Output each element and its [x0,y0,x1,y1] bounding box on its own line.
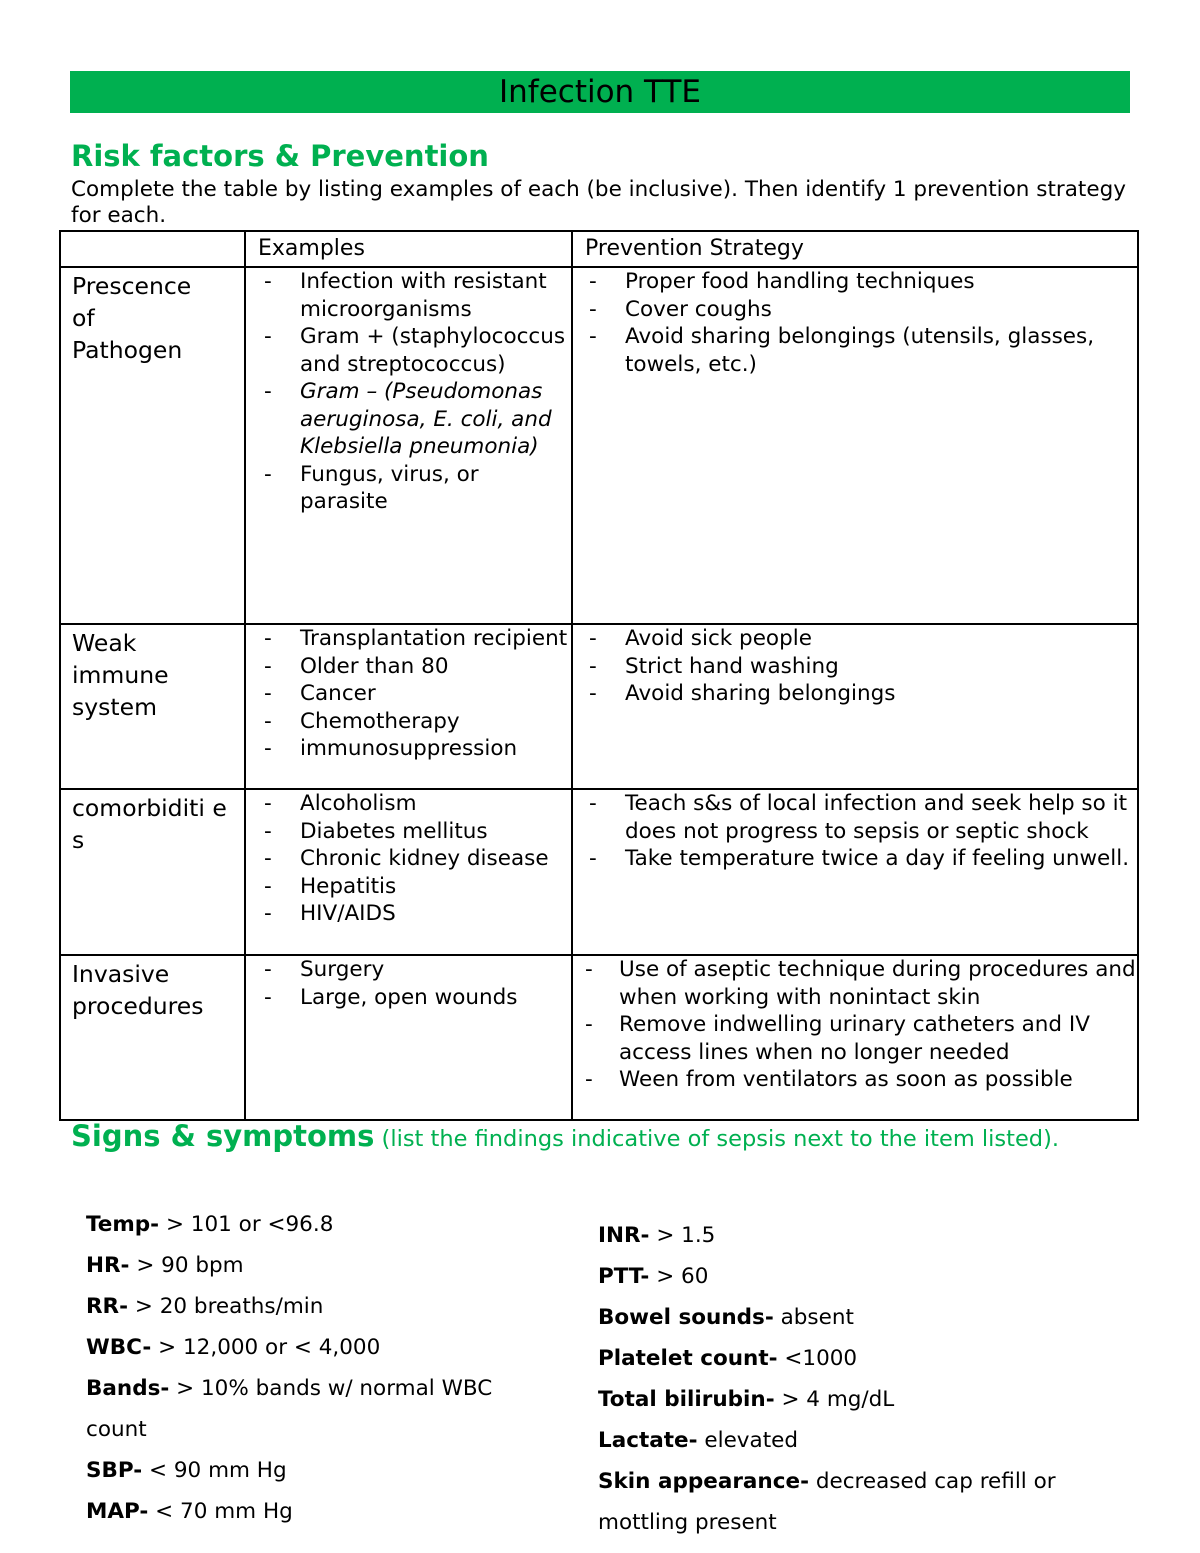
signs-right-column [598,1215,1138,1543]
instructions: Complete the table by listing examples of each (be inclusive). Then identify 1 prevention strategy for each. [71,177,1126,228]
list-item: - Infection with resistant microorganisms [246,268,571,323]
list-item: - Remove indwelling urinary catheters and IV access lines when no longer needed [573,1011,1137,1066]
sign-total-bilirubin: Total bilirubin- > 4 mg/dL [598,1387,895,1412]
prevention-cell [572,267,1138,624]
list-item: - immunosuppression [246,735,571,763]
list-item: - Large, open wounds [246,984,571,1012]
sign-skin-appearance: Skin appearance- decreased cap refill or mottling present [598,1469,1056,1535]
prevention-list [573,268,1137,378]
list-item: - Surgery [246,956,571,984]
prevention-cell [572,789,1138,955]
list-item: - Chemotherapy [246,708,571,736]
list-item: - Fungus, virus, or parasite [246,461,571,516]
examples-list [246,790,571,928]
sign-hr: HR- > 90 bpm [86,1253,244,1278]
row-label: Weak immune system [60,624,245,789]
prevention-list [573,625,1137,708]
list-item: - Ween from ventilators as soon as possible [573,1066,1137,1094]
risk-factors-heading: Risk factors & Prevention [71,139,489,173]
list-item: - Strict hand washing [573,653,1137,681]
list-item: - Avoid sharing belongings (utensils, glasses, towels, etc.) [573,323,1137,378]
list-item: - Cancer [246,680,571,708]
signs-left-column [86,1204,506,1532]
table-row [60,267,1138,624]
examples-list [246,956,571,1011]
examples-cell [245,267,572,624]
table-row [60,955,1138,1120]
sign-temp: Temp- > 101 or <96.8 [86,1212,334,1237]
sign-rr: RR- > 20 breaths/min [86,1294,324,1319]
examples-cell [245,624,572,789]
prevention-list [573,790,1137,873]
list-item: - Transplantation recipient [246,625,571,653]
examples-list [246,625,571,763]
list-item: - Older than 80 [246,653,571,681]
page-title: Infection TTE [70,71,1130,113]
sign-sbp: SBP- < 90 mm Hg [86,1458,287,1483]
list-item: - Hepatitis [246,873,571,901]
table-header-row [60,231,1138,267]
list-item: - Chronic kidney disease [246,845,571,873]
list-item: - Teach s&s of local infection and seek help so it does not progress to sepsis or septic shock [573,790,1137,845]
sign-inr: INR- > 1.5 [598,1223,716,1248]
risk-factors-table [59,230,1139,1121]
list-item: - Alcoholism [246,790,571,818]
list-item: - Cover coughs [573,296,1137,324]
sign-bands: Bands- > 10% bands w/ normal WBC count [86,1376,493,1442]
table-row [60,789,1138,955]
row-label: Prescence of Pathogen [60,267,245,624]
header-prevention: Prevention Strategy [572,231,1138,267]
list-item: - Avoid sick people [573,625,1137,653]
list-item: - HIV/AIDS [246,900,571,928]
row-label: comorbiditi es [60,789,245,955]
sign-wbc: WBC- > 12,000 or < 4,000 [86,1335,381,1360]
list-item: - Gram + (staphylococcus and streptococcus) [246,323,571,378]
list-item: - Gram – (Pseudomonas aeruginosa, E. coli, and Klebsiella pneumonia) [246,378,571,461]
list-item: - Avoid sharing belongings [573,680,1137,708]
sign-lactate: Lactate- elevated [598,1428,798,1453]
examples-list [246,268,571,516]
sign-ptt: PTT- > 60 [598,1264,709,1289]
list-item: - Use of aseptic technique during procedures and when working with nonintact skin [573,956,1137,1011]
sign-platelet-count: Platelet count- <1000 [598,1346,858,1371]
examples-cell [245,955,572,1120]
prevention-cell [572,955,1138,1120]
list-item: - Diabetes mellitus [246,818,571,846]
signs-symptoms-heading: Signs & symptoms (list the findings indicative of sepsis next to the item listed). [71,1119,1060,1153]
prevention-cell [572,624,1138,789]
list-item: - Proper food handling techniques [573,268,1137,296]
sign-bowel-sounds: Bowel sounds- absent [598,1305,854,1330]
list-item: - Take temperature twice a day if feeling unwell. [573,845,1137,873]
row-label: Invasive procedures [60,955,245,1120]
header-examples: Examples [245,231,572,267]
header-blank [60,231,245,267]
sign-map: MAP- < 70 mm Hg [86,1499,293,1524]
table-row [60,624,1138,789]
examples-cell [245,789,572,955]
prevention-list [573,956,1137,1094]
